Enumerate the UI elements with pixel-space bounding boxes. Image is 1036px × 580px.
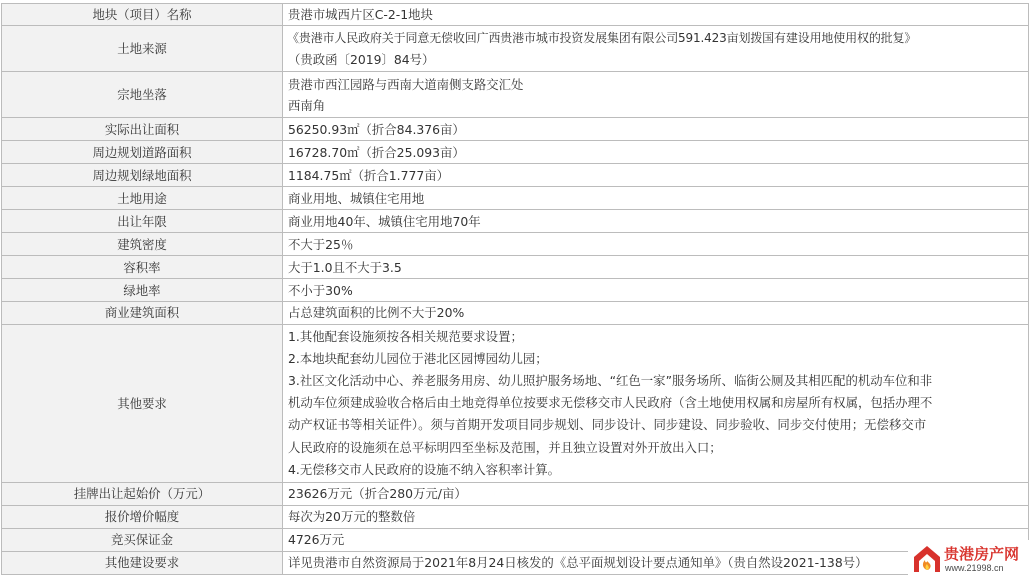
table-row xyxy=(2,551,1029,574)
table-row xyxy=(2,256,1029,279)
cell-line: 人民政府的设施须在总平标明四至坐标及范围，并且独立设置对外开放出入口； xyxy=(288,439,722,455)
cell-line: 商业用地、城镇住宅用地 xyxy=(288,190,425,206)
table-row xyxy=(2,4,1029,26)
cell-line: （贵政函〔2019〕84号） xyxy=(288,51,435,67)
cell-line: 2.本地块配套幼儿园位于港北区园博园幼儿园； xyxy=(288,350,548,366)
cell-line: 1.其他配套设施须按各相关规范要求设置； xyxy=(288,328,523,344)
table-row xyxy=(2,505,1029,528)
row-value-term xyxy=(283,210,1029,233)
row-value-plot-name xyxy=(283,4,1029,26)
table-row xyxy=(2,528,1029,551)
row-label-land-use: 土地用途 xyxy=(2,187,283,210)
row-value-plot-ratio xyxy=(283,256,1029,279)
row-value-green-ratio xyxy=(283,279,1029,302)
table-row xyxy=(2,324,1029,482)
cell-line: 大于1.0且不大于3.5 xyxy=(288,259,402,275)
cell-line: 商业用地40年、城镇住宅用地70年 xyxy=(288,213,481,229)
row-value-green-area xyxy=(283,164,1029,187)
row-value-land-use xyxy=(283,187,1029,210)
row-label-location: 宗地坐落 xyxy=(2,72,283,118)
row-label-road-area: 周边规划道路面积 xyxy=(2,141,283,164)
table-row xyxy=(2,26,1029,72)
table-row xyxy=(2,233,1029,256)
cell-line: 详见贵港市自然资源局于2021年8月24日核发的《总平面规划设计要点通知单》（贵自然设2021-138号） xyxy=(288,555,868,571)
row-label-plot-ratio: 容积率 xyxy=(2,256,283,279)
row-label-land-source: 土地来源 xyxy=(2,26,283,72)
row-label-green-ratio: 绿地率 xyxy=(2,279,283,302)
row-label-transfer-area: 实际出让面积 xyxy=(2,118,283,141)
cell-line: 贵港市城西片区C-2-1地块 xyxy=(288,7,433,22)
row-label-plot-name: 地块（项目）名称 xyxy=(2,4,283,26)
row-label-commercial-area: 商业建筑面积 xyxy=(2,302,283,324)
cell-line: 56250.93㎡（折合84.376亩） xyxy=(288,121,465,137)
table-row xyxy=(2,164,1029,187)
row-label-bid-increment: 报价增价幅度 xyxy=(2,505,283,528)
row-label-green-area: 周边规划绿地面积 xyxy=(2,164,283,187)
row-value-starting-price xyxy=(283,482,1029,505)
table-row xyxy=(2,302,1029,324)
table-row xyxy=(2,187,1029,210)
table-row xyxy=(2,118,1029,141)
cell-line: 占总建筑面积的比例不大于20% xyxy=(288,305,465,321)
cell-line: 1184.75㎡（折合1.777亩） xyxy=(288,167,450,183)
row-value-building-density xyxy=(283,233,1029,256)
cell-line: 每次为20万元的整数倍 xyxy=(288,509,416,525)
row-label-building-density: 建筑密度 xyxy=(2,233,283,256)
table-row xyxy=(2,210,1029,233)
row-value-bid-increment xyxy=(283,505,1029,528)
row-label-deposit: 竞买保证金 xyxy=(2,528,283,551)
row-value-other-requirements xyxy=(283,324,1029,482)
row-value-transfer-area xyxy=(283,118,1029,141)
row-label-starting-price: 挂牌出让起始价（万元） xyxy=(2,482,283,505)
row-value-land-source xyxy=(283,26,1029,72)
cell-line: 4726万元 xyxy=(288,532,345,548)
table-row xyxy=(2,279,1029,302)
table-row xyxy=(2,72,1029,118)
cell-line: 机动车位须建成验收合格后由土地竞得单位按要求无偿移交市人民政府（含土地使用权属和房屋所有权属，包括办理不 xyxy=(288,395,933,411)
row-label-other-requirements: 其他要求 xyxy=(2,324,283,482)
land-info-table xyxy=(1,3,1029,575)
cell-line: 贵港市西江园路与西南大道南侧支路交汇处 xyxy=(288,76,524,92)
site-watermark-logo xyxy=(908,540,1036,580)
cell-line: 不小于30% xyxy=(288,282,353,298)
row-label-other-construction: 其他建设要求 xyxy=(2,551,283,574)
row-value-location xyxy=(283,72,1029,118)
row-value-road-area xyxy=(283,141,1029,164)
watermark-url: www.21998.cn xyxy=(945,563,1004,573)
table-row xyxy=(2,482,1029,505)
cell-line: 4.无偿移交市人民政府的设施不纳入容积率计算。 xyxy=(288,461,561,477)
cell-line: 动产权证书等相关证件）。须与首期开发项目同步规划、同步设计、同步建设、同步验收、同步交付使用；无偿移交市 xyxy=(288,417,927,433)
house-flame-icon xyxy=(910,542,944,576)
row-label-term: 出让年限 xyxy=(2,210,283,233)
cell-line: 3.社区文化活动中心、养老服务用房、幼儿照护服务场地、“红色一家”服务场所、临街公厕及其相匹配的机动车位和非 xyxy=(288,373,933,388)
row-value-commercial-area xyxy=(283,302,1029,324)
cell-line: 西南角 xyxy=(288,97,326,113)
cell-line: 《贵港市人民政府关于同意无偿收回广西贵港市城市投资发展集团有限公司591.423亩划拨国有建设用地使用权的批复》 xyxy=(287,30,917,45)
watermark-text: 贵港房产网 xyxy=(944,545,1020,563)
table-row xyxy=(2,141,1029,164)
cell-line: 23626万元（折合280万元/亩） xyxy=(288,486,467,502)
cell-line: 16728.70㎡（折合25.093亩） xyxy=(288,144,465,160)
cell-line: 不大于25％ xyxy=(288,236,354,252)
